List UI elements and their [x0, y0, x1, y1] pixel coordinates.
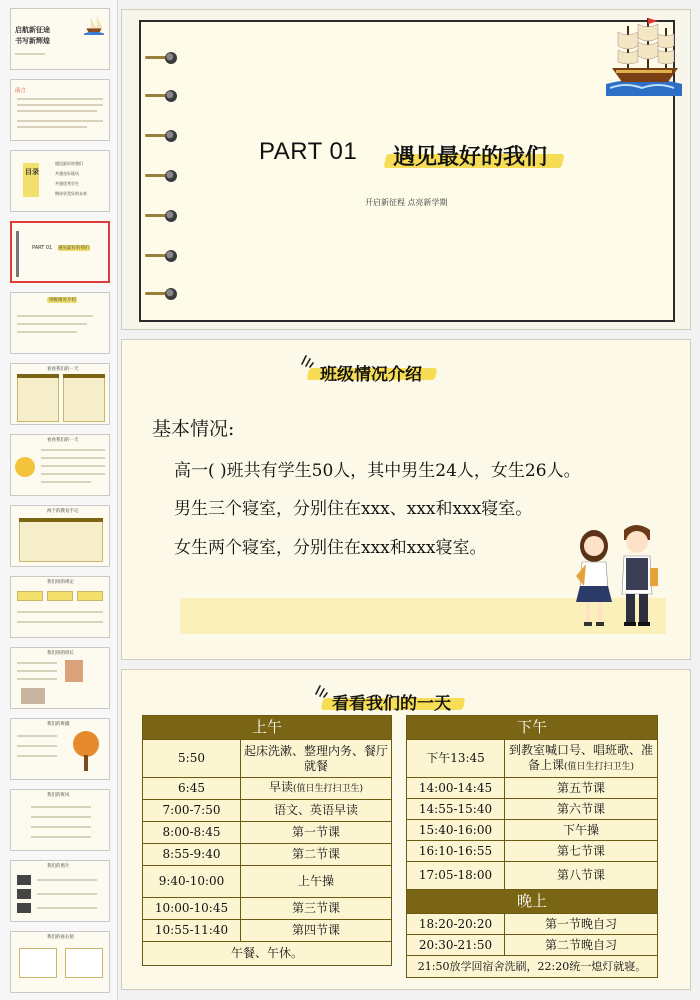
thumb-title: 看看我们的一天 [47, 367, 79, 372]
table-row [143, 778, 392, 800]
slide-thumbnail-13[interactable] [10, 860, 110, 922]
time-cell: 9:40-10:00 [143, 866, 241, 898]
thumb-title: 我们的班徽 [47, 722, 70, 727]
thumb-title: 我们班的班长 [47, 651, 74, 656]
activity-text: 早读 [268, 780, 293, 794]
binder-ring [157, 52, 177, 64]
table-row [407, 935, 658, 956]
slide-thumbnail-5[interactable] [10, 292, 110, 354]
activity-cell: 第七节课 [505, 841, 658, 862]
slide-thumbnail-1[interactable] [10, 8, 110, 70]
intro-line: 女生两个寝室，分别住在xxx和xxx寝室。 [174, 538, 487, 558]
part-number: PART 01 [259, 138, 358, 165]
table-row [143, 898, 392, 920]
activity-cell: 第一节晚自习 [505, 914, 658, 935]
slide-thumbnail-7[interactable] [10, 434, 110, 496]
time-cell: 下午13:45 [407, 740, 505, 778]
time-cell: 8:00-8:45 [143, 822, 241, 844]
time-cell: 16:10-16:55 [407, 841, 505, 862]
time-cell: 18:20-20:20 [407, 914, 505, 935]
section-label: 基本情况: [152, 418, 235, 440]
activity-note: (值日生打扫卫生) [563, 761, 635, 772]
sparkle-icon [314, 684, 328, 698]
table-row [407, 740, 658, 778]
slide-thumbnail-11[interactable] [10, 718, 110, 780]
notebook-panel [139, 20, 675, 322]
time-cell: 10:55-11:40 [143, 920, 241, 942]
thumb-title: PART 01 [32, 245, 53, 251]
table-row [407, 799, 658, 820]
activity-cell [505, 740, 658, 778]
activity-cell: 第二节晚自习 [505, 935, 658, 956]
afternoon-evening-schedule-table [406, 715, 658, 978]
activity-cell: 第三节课 [241, 898, 392, 920]
slide-thumbnail-panel [0, 0, 118, 1000]
table-header-evening: 晚上 [407, 890, 658, 914]
activity-cell: 上午操 [241, 866, 392, 898]
part-title: 遇见最好的我们 [393, 145, 548, 170]
table-row [407, 914, 658, 935]
activity-text: 到教室喊口号、唱班歌、准备上课 [508, 742, 653, 772]
time-cell: 6:45 [143, 778, 241, 800]
intro-line: 高一( )班共有学生50人，其中男生24人，女生26人。 [174, 461, 581, 481]
students-illustration [566, 516, 666, 632]
table-row [143, 740, 392, 778]
time-cell: 5:50 [143, 740, 241, 778]
thumb-subtitle: 遇见最好的我们 [58, 246, 90, 251]
table-row [143, 920, 392, 942]
slide-thumbnail-2[interactable] [10, 79, 110, 141]
table-row [143, 844, 392, 866]
thumb-title: 启航新征途 [15, 26, 50, 34]
table-header-morning: 上午 [143, 716, 392, 740]
time-cell: 15:40-16:00 [407, 820, 505, 841]
thumb-title: 两个的教育手记 [47, 509, 79, 514]
intro-line: 男生三个寝室，分别住在xxx、xxx和xxx寝室。 [174, 499, 533, 519]
slide-heading: 班级情况介绍 [320, 365, 422, 385]
table-row [143, 822, 392, 844]
thumb-item: 期待更美好的未来 [55, 191, 87, 196]
thumb-subtitle: 书写新辉煌 [15, 37, 50, 45]
time-cell: 10:00-10:45 [143, 898, 241, 920]
thumb-title: 我们的班风 [47, 793, 70, 798]
binder-ring [157, 170, 177, 182]
thumb-title: 班级情况介绍 [49, 298, 76, 303]
slide-thumbnail-4[interactable] [10, 221, 110, 283]
activity-cell: 第一节课 [241, 822, 392, 844]
sailing-ship-icon [602, 12, 686, 96]
thumb-title: 目录 [25, 168, 39, 176]
ship-icon [83, 13, 105, 35]
activity-cell: 第五节课 [505, 778, 658, 799]
table-footer: 21:50放学回宿舍洗刷，22:20统一熄灯就寝。 [407, 956, 658, 978]
slide-daily-schedule [121, 669, 691, 990]
activity-cell: 第八节课 [505, 862, 658, 890]
sparkle-icon [300, 354, 314, 368]
activity-cell: 语文、英语早读 [241, 800, 392, 822]
table-footer: 午餐、午休。 [143, 942, 392, 966]
time-cell: 8:55-9:40 [143, 844, 241, 866]
thumb-item: 遇见最好的我们 [55, 161, 83, 166]
activity-cell: 第六节课 [505, 799, 658, 820]
slide-thumbnail-3[interactable] [10, 150, 110, 212]
time-cell: 14:00-14:45 [407, 778, 505, 799]
morning-schedule-table [142, 715, 392, 966]
table-row [407, 841, 658, 862]
binder-ring [157, 130, 177, 142]
time-cell: 17:05-18:00 [407, 862, 505, 890]
binder-ring [157, 90, 177, 102]
thumb-title: 我们的照片 [47, 864, 70, 869]
table-row [407, 862, 658, 890]
binder-ring [157, 250, 177, 262]
time-cell: 14:55-15:40 [407, 799, 505, 820]
slide-thumbnail-12[interactable] [10, 789, 110, 851]
slide-thumbnail-10[interactable] [10, 647, 110, 709]
part-tagline: 开启新征程 点亮新学期 [365, 198, 448, 207]
time-cell: 7:00-7:50 [143, 800, 241, 822]
slide-heading: 看看我们的一天 [332, 694, 451, 714]
activity-cell: 第四节课 [241, 920, 392, 942]
thumb-title: 我们的座右铭 [47, 935, 74, 940]
table-row [407, 956, 658, 978]
activity-note: (值日生打扫卫生) [292, 784, 364, 794]
slide-class-intro [121, 339, 691, 660]
table-header-afternoon: 下午 [407, 716, 658, 740]
slide-thumbnail-6[interactable] [10, 363, 110, 425]
thumb-item: 共建优秀学生 [55, 181, 79, 186]
activity-cell: 第二节课 [241, 844, 392, 866]
slide-thumbnail-8[interactable] [10, 505, 110, 567]
thumb-title: 我们班的规定 [47, 580, 74, 585]
table-row [407, 820, 658, 841]
time-cell: 20:30-21:50 [407, 935, 505, 956]
table-row [407, 778, 658, 799]
table-row [143, 866, 392, 898]
binder-ring [157, 288, 177, 300]
slide-thumbnail-14[interactable] [10, 931, 110, 993]
slide-thumbnail-9[interactable] [10, 576, 110, 638]
activity-cell: 下午操 [505, 820, 658, 841]
activity-cell: 起床洗漱、整理内务、餐厅就餐 [241, 740, 392, 778]
activity-cell [241, 778, 392, 800]
thumb-title: 前言 [15, 88, 27, 94]
table-row [143, 800, 392, 822]
thumb-item: 共建良好班风 [55, 171, 79, 176]
binder-ring [157, 210, 177, 222]
table-row [143, 942, 392, 966]
slide-part-cover [121, 9, 691, 330]
thumb-title: 看看我们的一天 [47, 438, 79, 443]
